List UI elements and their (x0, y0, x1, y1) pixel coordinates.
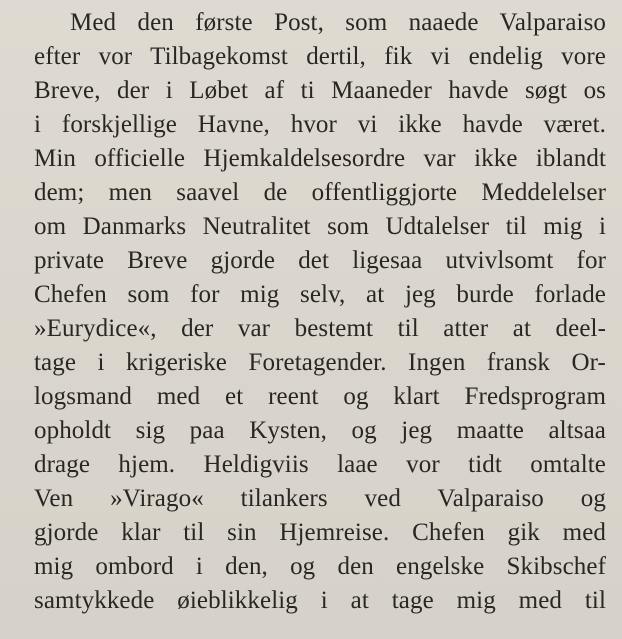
text-line-2: efter vor Tilbagekomst dertil, fik vi endelig vore (34, 43, 606, 70)
text-line-4: i forskjellige Havne, hvor vi ikke havde været. (34, 111, 606, 138)
text-line-8: private Breve gjorde det ligesaa utvivlsomt for (34, 247, 606, 274)
text-line-9: Chefen som for mig selv, at jeg burde forlade (34, 281, 606, 308)
text-line-13: opholdt sig paa Kysten, og jeg maatte altsaa (34, 417, 606, 444)
text-line-12: logsmand med et reent og klart Fredsprogram (34, 383, 606, 410)
text-line-7: om Danmarks Neutralitet som Udtalelser til mig i (34, 213, 606, 240)
text-line-6: dem; men saavel de offentliggjorte Meddelelser (34, 179, 606, 206)
text-line-1: Med den første Post, som naaede Valparaiso (70, 9, 606, 36)
text-line-14: drage hjem. Heldigviis laae vor tidt omtalte (34, 451, 606, 478)
text-line-11: tage i krigeriske Foretagender. Ingen fransk Or- (34, 349, 606, 376)
text-line-15: Ven »Virago« tilankers ved Valparaiso og (34, 485, 606, 512)
text-line-16: gjorde klar til sin Hjemreise. Chefen gik med (34, 519, 606, 546)
text-line-5: Min officielle Hjemkaldelsesordre var ikke iblandt (34, 145, 606, 172)
text-line-17: mig ombord i den, og den engelske Skibschef (34, 553, 606, 580)
text-line-18: samtykkede øieblikkelig i at tage mig med til (34, 587, 606, 614)
text-line-3: Breve, der i Løbet af ti Maaneder havde søgt os (34, 77, 606, 104)
text-line-10: »Eurydice«, der var bestemt til atter at deel- (34, 315, 606, 342)
